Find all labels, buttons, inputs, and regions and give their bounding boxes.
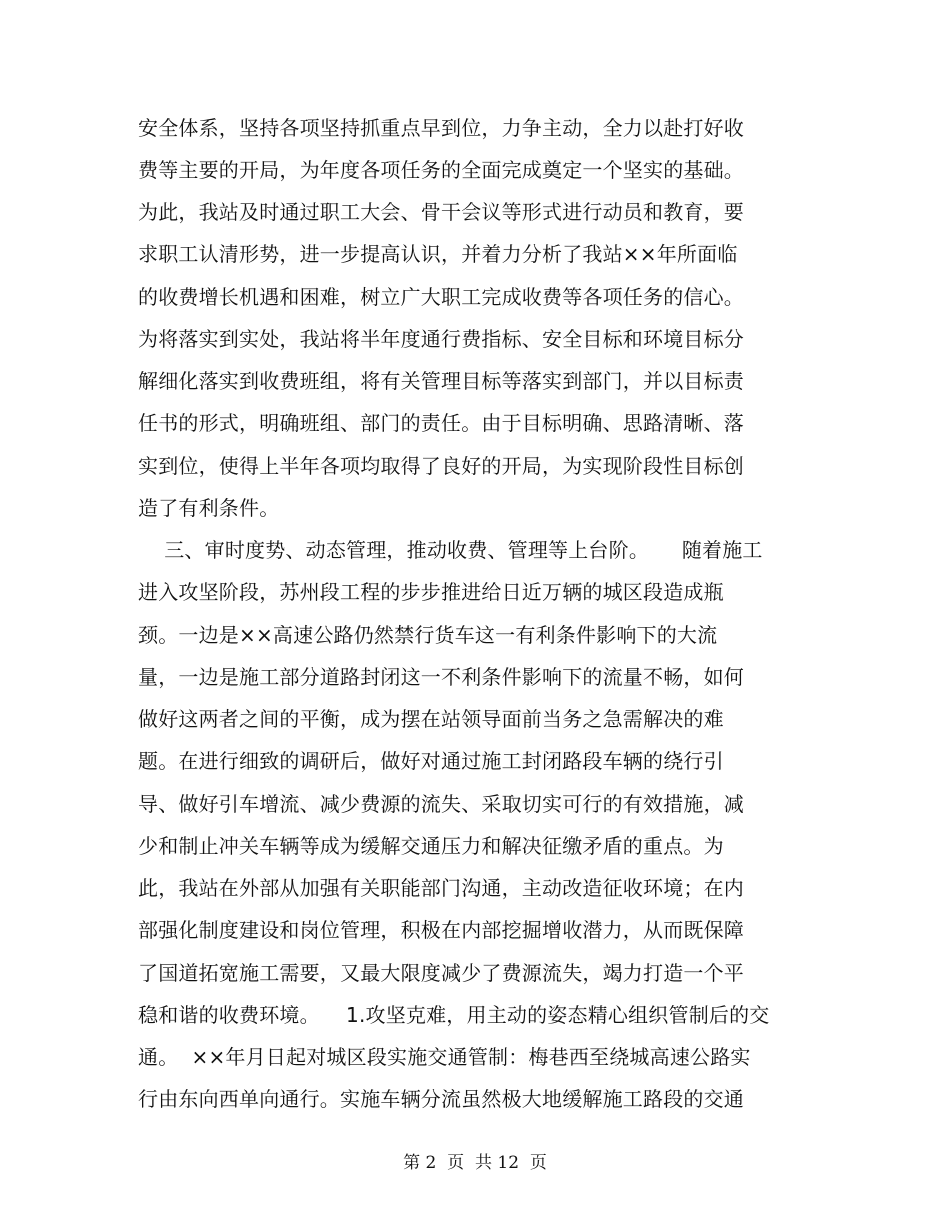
body-text-line: 了国道拓宽施工需要，又最大限度减少了费源流失，竭力打造一个平: [138, 961, 744, 985]
body-text-line: 解细化落实到收费班组，将有关管理目标等落实到部门，并以目标责: [138, 369, 744, 393]
section-heading-line: 三、审时度势、动态管理，推动收费、管理等上台阶。 随着施工: [138, 538, 763, 562]
body-text-line: 做好这两者之间的平衡，成为摆在站领导面前当务之急需解决的难: [138, 707, 724, 731]
body-text-line: 此，我站在外部从加强有关职能部门沟通，主动改造征收环境；在内: [138, 876, 744, 900]
body-text-line: 求职工认清形势，进一步提高认识，并着力分析了我站××年所面临: [138, 242, 738, 266]
body-text-line: 任书的形式，明确班组、部门的责任。由于目标明确、思路清晰、落: [138, 411, 744, 435]
body-text-line: 稳和谐的收费环境。 1.攻坚克难，用主动的姿态精心组织管制后的交: [138, 1003, 770, 1027]
body-text-line: 少和制止冲关车辆等成为缓解交通压力和解决征缴矛盾的重点。为: [138, 834, 724, 858]
body-text-line: 通。 ××年月日起对城区段实施交通管制：梅巷西至绕城高速公路实: [138, 1045, 751, 1069]
body-text-line: 进入攻坚阶段，苏州段工程的步步推进给日近万辆的城区段造成瓶: [138, 580, 724, 604]
body-text-line: 行由东向西单向通行。实施车辆分流虽然极大地缓解施工路段的交通: [138, 1087, 744, 1111]
body-text-line: 为将落实到实处，我站将半年度通行费指标、安全目标和环境目标分: [138, 327, 744, 351]
body-text-line: 实到位，使得上半年各项均取得了良好的开局，为实现阶段性目标创: [138, 454, 744, 478]
body-text-line: 题。在进行细致的调研后，做好对通过施工封闭路段车辆的绕行引: [138, 749, 724, 773]
body-text-line: 安全体系，坚持各项坚持抓重点早到位，力争主动，全力以赴打好收: [138, 116, 744, 140]
body-text-line: 导、做好引车增流、减少费源的流失、采取切实可行的有效措施，减: [138, 792, 744, 816]
body-text-line: 的收费增长机遇和困难，树立广大职工完成收费等各项任务的信心。: [138, 285, 744, 309]
page-number-footer: 第 2 页 共 12 页: [403, 1153, 547, 1173]
body-text-line: 造了有利条件。: [138, 496, 280, 520]
body-text-line: 部强化制度建设和岗位管理，积极在内部挖掘增收潜力，从而既保障: [138, 918, 744, 942]
body-text-line: 颈。一边是××高速公路仍然禁行货车这一有利条件影响下的大流: [138, 623, 718, 647]
body-text-line: 费等主要的开局，为年度各项任务的全面完成奠定一个坚实的基础。: [138, 158, 744, 182]
body-text-line: 量，一边是施工部分道路封闭这一不利条件影响下的流量不畅，如何: [138, 665, 744, 689]
body-text-line: 为此，我站及时通过职工大会、骨干会议等形式进行动员和教育，要: [138, 200, 744, 224]
